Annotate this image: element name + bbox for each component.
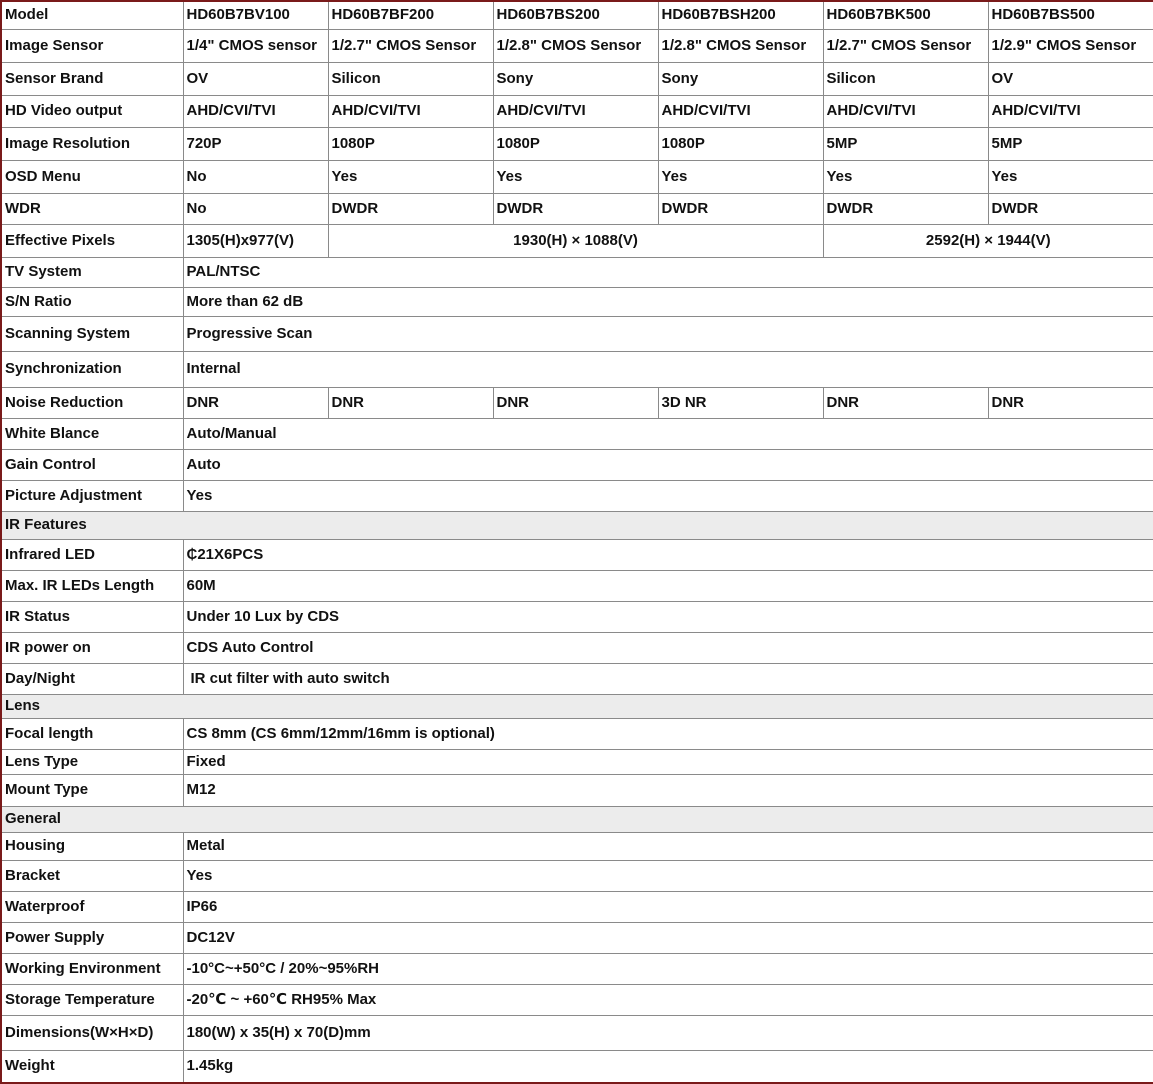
- row-label: Working Environment: [1, 953, 183, 984]
- row-label: Waterproof: [1, 891, 183, 922]
- table-row: [1, 480, 1153, 511]
- row-label: Effective Pixels: [1, 224, 183, 257]
- row-label: Noise Reduction: [1, 387, 183, 418]
- value-cell: 1/2.9" CMOS Sensor: [988, 29, 1153, 62]
- table-row: [1, 287, 1153, 316]
- value-cell: HD60B7BV100: [183, 1, 328, 29]
- value-cell: Yes: [328, 160, 493, 193]
- value-cell: 1930(H) × 1088(V): [328, 224, 823, 257]
- row-label: TV System: [1, 257, 183, 287]
- table-row: [1, 601, 1153, 632]
- value-cell: Sony: [493, 62, 658, 95]
- row-label: Storage Temperature: [1, 984, 183, 1015]
- row-label: White Blance: [1, 418, 183, 449]
- row-label: IR Status: [1, 601, 183, 632]
- value-cell: AHD/CVI/TVI: [823, 95, 988, 127]
- row-label: Gain Control: [1, 449, 183, 480]
- value-cell: Auto/Manual: [183, 418, 1153, 449]
- table-row: [1, 224, 1153, 257]
- value-cell: 3D NR: [658, 387, 823, 418]
- table-row: [1, 749, 1153, 774]
- value-cell: CS 8mm (CS 6mm/12mm/16mm is optional): [183, 718, 1153, 749]
- row-label: Power Supply: [1, 922, 183, 953]
- row-label: HD Video output: [1, 95, 183, 127]
- value-cell: HD60B7BSH200: [658, 1, 823, 29]
- value-cell: Yes: [183, 480, 1153, 511]
- value-cell: DWDR: [823, 193, 988, 224]
- table-row: [1, 832, 1153, 860]
- value-cell: DNR: [493, 387, 658, 418]
- value-cell: Yes: [823, 160, 988, 193]
- value-cell: No: [183, 193, 328, 224]
- value-cell: OV: [988, 62, 1153, 95]
- value-cell: Yes: [493, 160, 658, 193]
- value-cell: Auto: [183, 449, 1153, 480]
- table-row: [1, 1015, 1153, 1050]
- table-row: [1, 632, 1153, 663]
- value-cell: 1/2.7" CMOS Sensor: [823, 29, 988, 62]
- value-cell: Sony: [658, 62, 823, 95]
- value-cell: 1.45kg: [183, 1050, 1153, 1083]
- section-header-row: [1, 694, 1153, 718]
- row-label: OSD Menu: [1, 160, 183, 193]
- value-cell: 1/2.7" CMOS Sensor: [328, 29, 493, 62]
- value-cell: DNR: [988, 387, 1153, 418]
- value-cell: 180(W) x 35(H) x 70(D)mm: [183, 1015, 1153, 1050]
- value-cell: DNR: [183, 387, 328, 418]
- table-row: [1, 539, 1153, 570]
- value-cell: 1080P: [328, 127, 493, 160]
- value-cell: HD60B7BF200: [328, 1, 493, 29]
- table-row: [1, 1, 1153, 29]
- table-row: [1, 663, 1153, 694]
- value-cell: 1080P: [658, 127, 823, 160]
- value-cell: 720P: [183, 127, 328, 160]
- value-cell: Yes: [988, 160, 1153, 193]
- value-cell: DWDR: [328, 193, 493, 224]
- section-header-row: [1, 806, 1153, 832]
- value-cell: M12: [183, 774, 1153, 806]
- table-row: [1, 1050, 1153, 1083]
- value-cell: Yes: [183, 860, 1153, 891]
- row-label: Sensor Brand: [1, 62, 183, 95]
- value-cell: No: [183, 160, 328, 193]
- row-label: Max. IR LEDs Length: [1, 570, 183, 601]
- row-label: Picture Adjustment: [1, 480, 183, 511]
- table-row: [1, 774, 1153, 806]
- row-label: Focal length: [1, 718, 183, 749]
- value-cell: AHD/CVI/TVI: [988, 95, 1153, 127]
- value-cell: CDS Auto Control: [183, 632, 1153, 663]
- section-header-row: [1, 511, 1153, 539]
- row-label: Housing: [1, 832, 183, 860]
- row-label: Day/Night: [1, 663, 183, 694]
- value-cell: DC12V: [183, 922, 1153, 953]
- value-cell: HD60B7BS200: [493, 1, 658, 29]
- value-cell: -10°C~+50°C / 20%~95%RH: [183, 953, 1153, 984]
- row-label: Scanning System: [1, 316, 183, 351]
- value-cell: Silicon: [328, 62, 493, 95]
- value-cell: AHD/CVI/TVI: [183, 95, 328, 127]
- row-label: Lens Type: [1, 749, 183, 774]
- table-row: [1, 160, 1153, 193]
- section-title: General: [1, 806, 1153, 832]
- row-label: Weight: [1, 1050, 183, 1083]
- value-cell: ₵21X6PCS: [183, 539, 1153, 570]
- table-row: [1, 62, 1153, 95]
- table-row: [1, 718, 1153, 749]
- row-label: Dimensions(W×H×D): [1, 1015, 183, 1050]
- table-row: [1, 860, 1153, 891]
- row-label: WDR: [1, 193, 183, 224]
- value-cell: IR cut filter with auto switch: [183, 663, 1153, 694]
- table-row: [1, 193, 1153, 224]
- value-cell: PAL/NTSC: [183, 257, 1153, 287]
- spec-table-body: [1, 1, 1153, 1083]
- value-cell: HD60B7BS500: [988, 1, 1153, 29]
- table-row: [1, 351, 1153, 387]
- table-row: [1, 984, 1153, 1015]
- section-title: IR Features: [1, 511, 1153, 539]
- value-cell: DNR: [823, 387, 988, 418]
- value-cell: -20℃ ~ +60℃ RH95% Max: [183, 984, 1153, 1015]
- value-cell: 2592(H) × 1944(V): [823, 224, 1153, 257]
- table-row: [1, 418, 1153, 449]
- value-cell: IP66: [183, 891, 1153, 922]
- row-label: Image Resolution: [1, 127, 183, 160]
- row-label: Image Sensor: [1, 29, 183, 62]
- value-cell: Metal: [183, 832, 1153, 860]
- value-cell: 60M: [183, 570, 1153, 601]
- table-row: [1, 387, 1153, 418]
- value-cell: AHD/CVI/TVI: [658, 95, 823, 127]
- value-cell: Fixed: [183, 749, 1153, 774]
- value-cell: 5MP: [823, 127, 988, 160]
- table-row: [1, 127, 1153, 160]
- value-cell: 1305(H)x977(V): [183, 224, 328, 257]
- row-label: S/N Ratio: [1, 287, 183, 316]
- table-row: [1, 316, 1153, 351]
- value-cell: 1/4" CMOS sensor: [183, 29, 328, 62]
- table-row: [1, 95, 1153, 127]
- value-cell: DWDR: [493, 193, 658, 224]
- table-row: [1, 922, 1153, 953]
- value-cell: OV: [183, 62, 328, 95]
- table-row: [1, 257, 1153, 287]
- table-row: [1, 953, 1153, 984]
- value-cell: Progressive Scan: [183, 316, 1153, 351]
- table-row: [1, 570, 1153, 601]
- section-title: Lens: [1, 694, 1153, 718]
- value-cell: 1/2.8" CMOS Sensor: [658, 29, 823, 62]
- table-row: [1, 29, 1153, 62]
- value-cell: More than 62 dB: [183, 287, 1153, 316]
- row-label: Infrared LED: [1, 539, 183, 570]
- value-cell: Yes: [658, 160, 823, 193]
- row-label: Mount Type: [1, 774, 183, 806]
- value-cell: Internal: [183, 351, 1153, 387]
- value-cell: Silicon: [823, 62, 988, 95]
- row-label: Bracket: [1, 860, 183, 891]
- value-cell: DNR: [328, 387, 493, 418]
- value-cell: AHD/CVI/TVI: [493, 95, 658, 127]
- row-label: Synchronization: [1, 351, 183, 387]
- row-label: Model: [1, 1, 183, 29]
- value-cell: AHD/CVI/TVI: [328, 95, 493, 127]
- table-row: [1, 449, 1153, 480]
- value-cell: DWDR: [658, 193, 823, 224]
- row-label: IR power on: [1, 632, 183, 663]
- value-cell: 1/2.8" CMOS Sensor: [493, 29, 658, 62]
- value-cell: DWDR: [988, 193, 1153, 224]
- value-cell: 1080P: [493, 127, 658, 160]
- value-cell: HD60B7BK500: [823, 1, 988, 29]
- value-cell: Under 10 Lux by CDS: [183, 601, 1153, 632]
- value-cell: 5MP: [988, 127, 1153, 160]
- table-row: [1, 891, 1153, 922]
